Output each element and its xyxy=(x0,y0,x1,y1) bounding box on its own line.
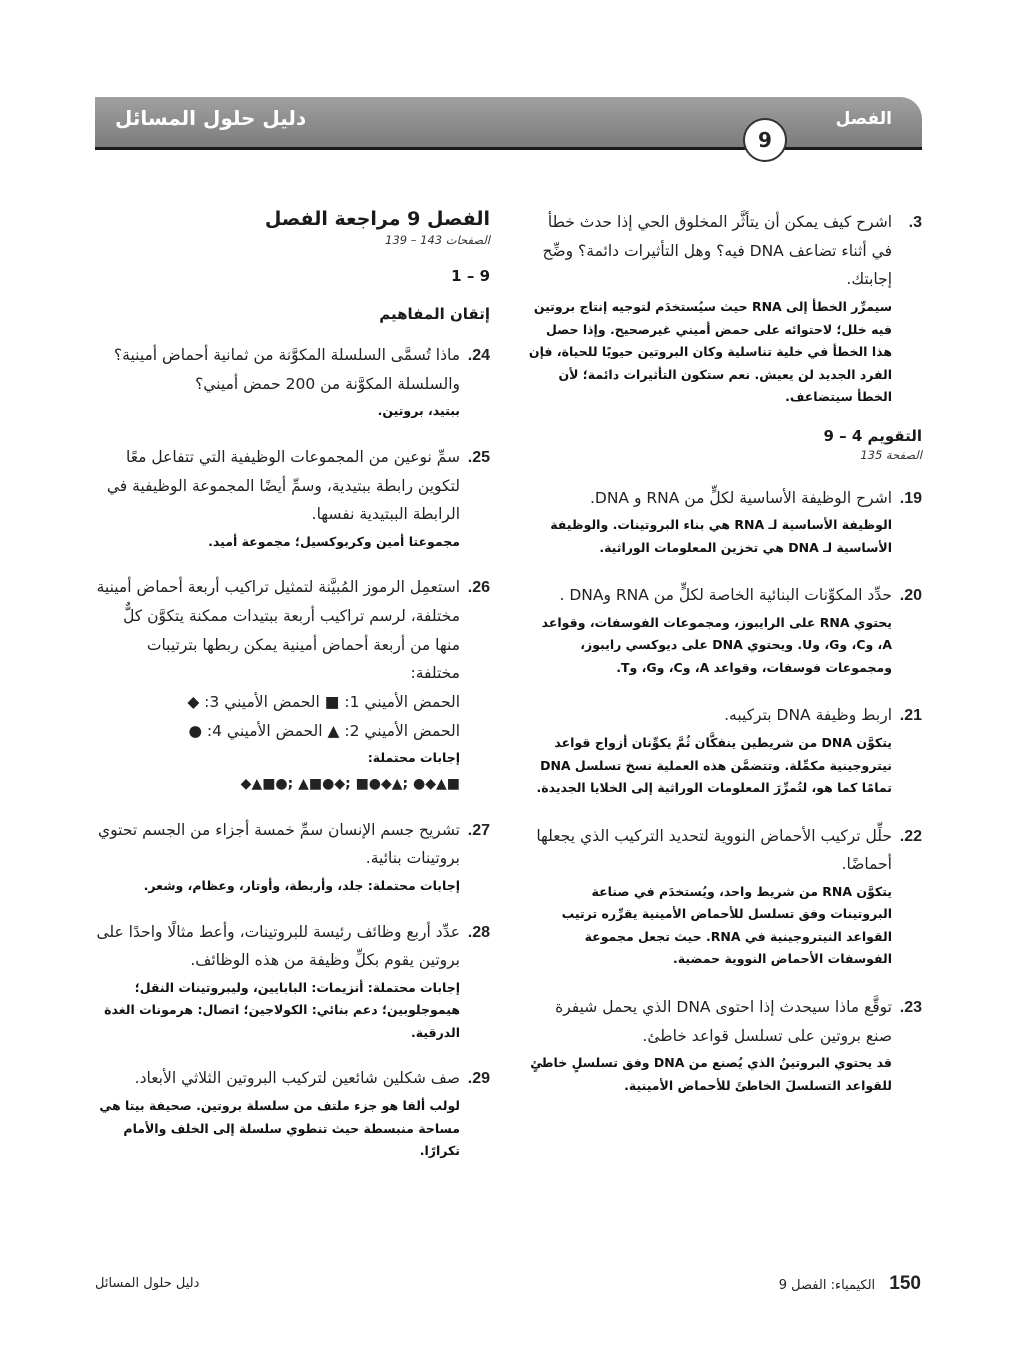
footer-book-title: الكيمياء: الفصل 9 xyxy=(778,1278,876,1293)
chapter-number-badge: 9 xyxy=(743,118,787,162)
page-number: 150 xyxy=(889,1273,921,1294)
answer-symbols: ◆▲■●; ▲■●◆; ■●◆▲; ●◆▲■ xyxy=(240,775,460,792)
section-number: 9 – 1 xyxy=(451,267,490,285)
subsection-heading: إتقان المفاهيم xyxy=(379,305,490,323)
question-text: اربط وظيفة DNA بتركيبه. xyxy=(724,706,892,725)
question-text: حلِّل تركيب الأحماض النووية لتحديد التركيب الذي يجعلها أحماضًا. xyxy=(536,826,892,874)
review-pages: الصفحات 143 – 139 xyxy=(385,233,490,247)
left-column xyxy=(95,208,490,1163)
symbol-key-line-1: الحمض الأميني 1: ■ الحمض الأميني 3: ◆ xyxy=(187,693,460,712)
chapter-label: الفصل xyxy=(835,109,892,129)
section-page: الصفحة 135 xyxy=(860,447,922,462)
question-text: توقَّع ماذا سيحدث إذا احتوى DNA الذي يحمل شيفرة صنع بروتين على تسلسل قواعد خاطئ. xyxy=(555,997,892,1045)
question-number: 22. xyxy=(899,827,922,845)
symbol-key-line-2: الحمض الأميني 2: ▲ الحمض الأميني 4: ● xyxy=(188,721,460,740)
question-number: 19. xyxy=(899,489,922,507)
question-number: 28. xyxy=(467,923,490,941)
answer-text: يتكوَّن DNA من شريطين ينفكَّان ثُمَّ يكوِّنان أزواج قواعد نيتروجينية مكمِّلة. وتتضمَّن هذه العملية نسخ تسلسل DNA تمامًا كما هو، لتُمرِّرَ المعلومات الوراثية إلى الخلايا الجديدة. xyxy=(536,735,892,796)
answer-text: إجابات محتملة: أنزيمات: البابايين، وليبروتينات النقل؛ هيموجلوبين؛ دعم بنائي: الكولاجين؛ اتصال: هرمونات الغدة الدرقية. xyxy=(104,979,460,1040)
question-text: سمِّ نوعين من المجموعات الوظيفية التي تتفاعل معًا لتكوين رابطة ببتيدية، وسمِّ أيضًا المجموعة الوظيفية في الرابطة الببتيدية نفسها. xyxy=(106,447,460,524)
right-column xyxy=(527,208,922,1097)
question-text: حدِّد المكوِّنات البنائية الخاصة لكلٍّ من RNA وDNA . xyxy=(559,586,892,605)
question-21 xyxy=(527,701,922,799)
question-number: 24. xyxy=(467,347,490,364)
question-number: 26. xyxy=(467,579,490,597)
answer-text: لولب ألفا هو جزء ملتف من سلسلة بروتين. صحيفة بيتا هي مساحة منبسطة حيث تنطوي سلسلة إلى الخلف والأمام تكرارًا. xyxy=(99,1098,460,1159)
question-text: استعمِل الرموز المُبيَّنة لتمثيل تراكيب أربعة أحماض أمينية مختلفة، لرسم تراكيب أربعة ببتيدات ممكنة يتكوَّن كلٌّ منها من أربعة أحماض أمينية يمكن ربطها بترتيبات مختلفة: xyxy=(96,578,460,683)
question-28 xyxy=(95,918,490,1045)
header-title: دليل حلول المسائل xyxy=(115,106,307,130)
question-25 xyxy=(95,443,490,554)
question-number: 21. xyxy=(899,707,922,725)
question-text: صف شكلين شائعين لتركيب البروتين الثلاثي الأبعاد. xyxy=(134,1069,460,1088)
review-title: الفصل 9 مراجعة الفصل xyxy=(264,208,490,230)
question-number: 29. xyxy=(467,1070,490,1088)
question-number: 20. xyxy=(899,587,922,605)
question-number: 25. xyxy=(467,448,490,466)
answer-text: يتكوَّن RNA من شريط واحد، ويُستخدَم في صناعة البروتينات وفق تسلسل للأحماض الأمينية يقرِّره ترتيب القواعد النيتروجينية في RNA. حيث تجعل مجموعة الفوسفات الأحماض النووية حمضية. xyxy=(561,883,892,967)
question-text: تشريح جسم الإنسان سمِّ خمسة أجزاء من الجسم تحتوي بروتينات بنائية. xyxy=(98,820,460,868)
question-23 xyxy=(527,993,922,1097)
question-22 xyxy=(527,822,922,971)
question-text: اشرح كيف يمكن أن يتأثَّر المخلوق الحي إذا حدث خطأ في أثناء تضاعف DNA فيه؟ وهل التأثيرات دائمة؟ وضِّح إجابتك. xyxy=(542,213,892,289)
question-29 xyxy=(95,1064,490,1162)
question-number: 23. xyxy=(899,998,922,1016)
question-text: ماذا تُسمَّى السلسلة المكوَّنة من ثمانية أحماض أمينية؟ والسلسلة المكوَّنة من 200 حمض أميني؟ xyxy=(113,346,460,393)
section-heading: التقويم 4 – 9 xyxy=(823,426,922,445)
answer-text: سيمرِّر الخطأ إلى RNA حيث سيُستخدَم لتوجيه إنتاج بروتين فيه خلل؛ لاحتوائه على حمض أميني غيرصحيح. وإذا حصل هذا الخطأ في خلية تناسلية وكان البروتين حيويًا للحياة، فإن الفرد الجديد لن يعيش. نعم ستكون التأثيرات دائمة؛ لأن الخطأ سيتضاعف. xyxy=(528,299,892,405)
question-19 xyxy=(527,484,922,560)
question-3 xyxy=(527,208,922,409)
answer-text: إجابات محتملة: جلد، وأربطة، وأوتار، وعظام، وشعر. xyxy=(143,878,460,894)
answer-label: إجابات محتملة: xyxy=(367,750,460,766)
answer-text: الوظيفة الأساسية لـ RNA هي بناء البروتينات. والوظيفة الأساسية لـ DNA هي تخزين المعلومات الوراثية. xyxy=(550,517,892,555)
question-24 xyxy=(95,341,490,423)
footer-right xyxy=(779,1273,921,1295)
question-text: عدِّد أربع وظائف رئيسة للبروتينات، وأعط مثالًا واحدًا على بروتين يقوم بكلِّ وظيفة من هذه الوظائف. xyxy=(96,922,460,970)
answer-text: قد يحتوي البروتينُ الذي يُصنع من DNA وفق تسلسلٍ خاطئٍ للقواعد التسلسلَ الخاطئَ للأحماض الأمينية. xyxy=(530,1055,892,1093)
header-banner xyxy=(95,97,922,150)
question-20 xyxy=(527,581,922,679)
footer-left-text: دليل حلول المسائل xyxy=(95,1276,200,1291)
question-text: اشرح الوظيفة الأساسية لكلٍّ من RNA و DNA. xyxy=(589,488,892,507)
question-27 xyxy=(95,816,490,898)
section-heading-block xyxy=(527,427,922,462)
question-number: 27. xyxy=(467,821,490,839)
answer-text: يحتوي RNA على الرايبوز، ومجموعات الفوسفات، وقواعد A، وC، وG، وU. ويحتوي DNA على ديوكسي رايبوز، ومجموعات فوسفات، وقواعد A، وC، وG، وT. xyxy=(541,614,892,675)
question-26 xyxy=(95,573,490,797)
answer-text: مجموعتا أمين وكربوكسيل؛ مجموعة أميد. xyxy=(208,533,460,549)
answer-text: ببتيد، بروتين. xyxy=(377,403,460,419)
question-number: 3. xyxy=(908,214,922,231)
